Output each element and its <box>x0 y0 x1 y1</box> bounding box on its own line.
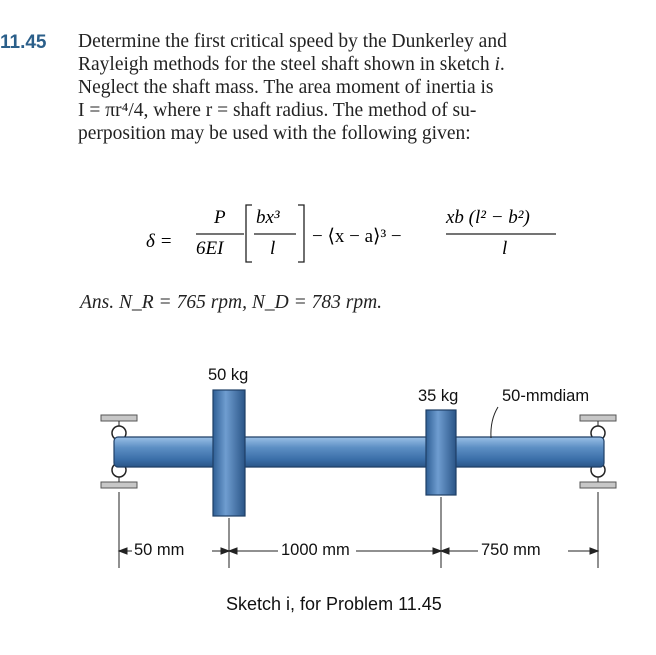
diameter-leader <box>491 407 498 438</box>
eq-frac1-den: 6EI <box>196 238 224 259</box>
problem-line-4: I = πr⁴/4, where r = shaft radius. The method of su- <box>78 100 477 121</box>
mass-50kg <box>213 390 245 516</box>
mass-35kg <box>426 410 456 495</box>
dimension-1000mm: 1000 mm <box>281 541 350 559</box>
eq-frac1-num: P <box>214 207 226 228</box>
dimension-750mm: 750 mm <box>481 541 541 559</box>
eq-frac2-den: l <box>502 238 508 259</box>
shaft <box>114 437 604 467</box>
eq-middle: − ⟨x − a⟩³ − <box>312 226 402 247</box>
mass-35kg-label: 35 kg <box>418 387 459 405</box>
dimension-50mm: 50 mm <box>134 541 185 559</box>
problem-line-1: Determine the first critical speed by the Dunkerley and <box>78 31 507 52</box>
mass-50kg-label: 50 kg <box>208 366 249 384</box>
eq-frac2-num: xb (l² − b²) <box>446 207 530 228</box>
eq-bracket-den: l <box>270 238 276 259</box>
figure-caption: Sketch i, for Problem 11.45 <box>226 594 442 614</box>
shaft-diameter-label: 50-mmdiam <box>502 387 590 405</box>
problem-number: 11.45 <box>0 32 47 53</box>
problem-line-5: perposition may be used with the following given: <box>78 123 471 144</box>
answer-label: Ans. <box>80 292 115 313</box>
eq-bracket-num: bx³ <box>256 207 280 228</box>
problem-line-2: Rayleigh methods for the steel shaft shown in sketch i. <box>78 54 505 75</box>
problem-line-3: Neglect the shaft mass. The area moment of inertia is <box>78 77 494 98</box>
eq-lhs: δ = <box>146 231 173 252</box>
answer-values: N_R = 765 rpm, N_D = 783 rpm. <box>119 292 383 313</box>
